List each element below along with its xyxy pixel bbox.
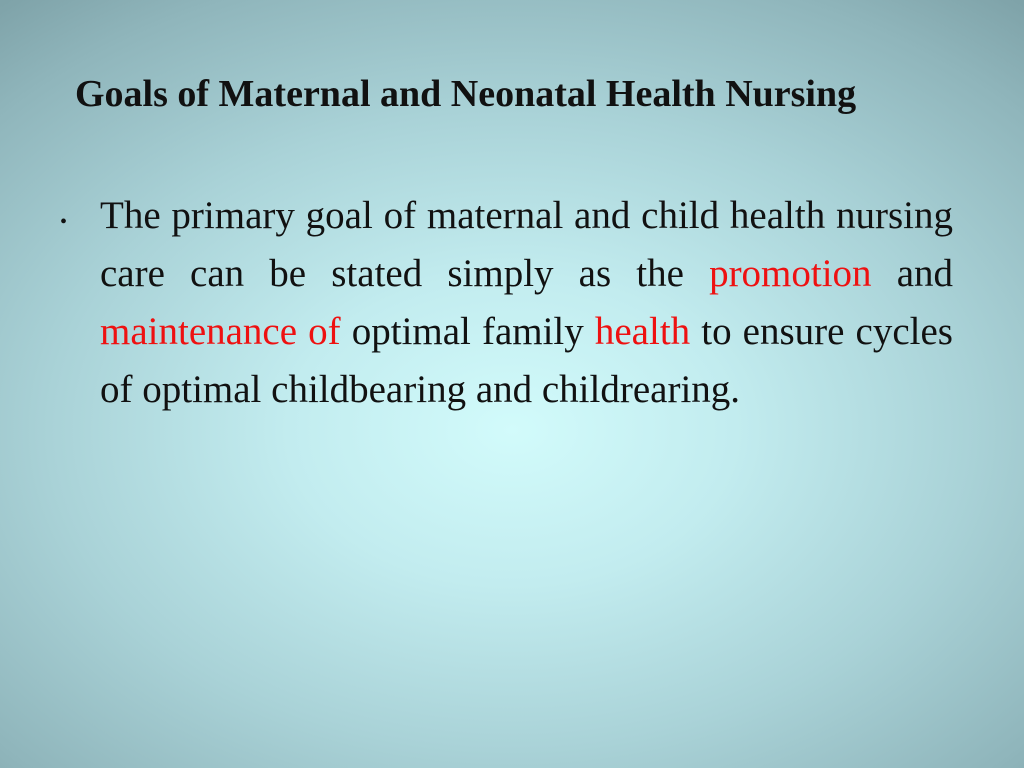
bullet-segment: and [871,252,954,295]
bullet-segment: to ensure cycles of optimal childbearing and childrearing. [100,310,953,411]
slide-title: Goals of Maternal and Neonatal Health Nursing [75,73,857,115]
bullet-segment: optimal family [340,310,595,353]
highlight-health: health [594,310,691,353]
bullet-text [100,187,953,419]
highlight-promotion: promotion [709,252,872,295]
highlight-maintenance: maintenance of [100,310,341,353]
bullet-marker: • [60,211,68,233]
bullet-segment: The primary goal of maternal and child health nursing care can be stated simply as the [100,194,953,295]
